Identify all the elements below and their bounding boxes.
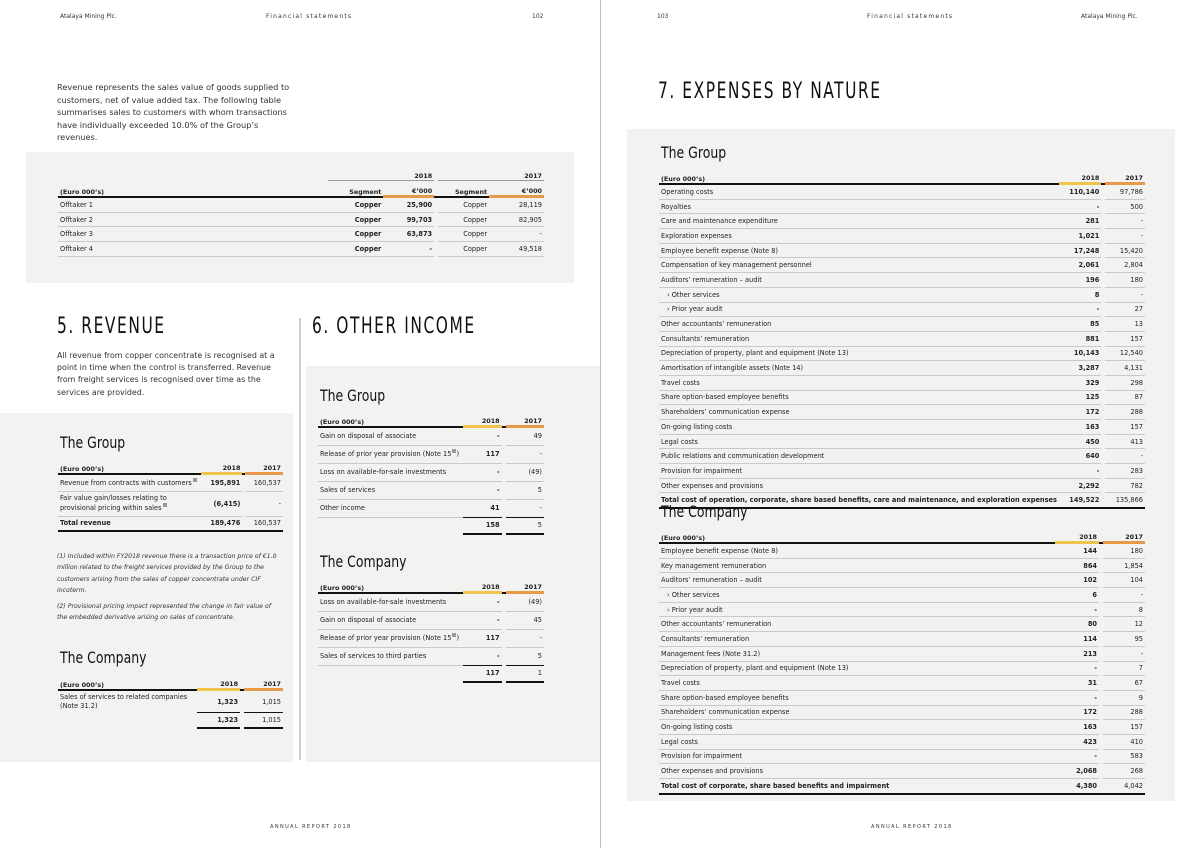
table-row	[659, 434, 1145, 449]
table-row	[659, 214, 1145, 229]
other-income-group-table	[318, 411, 544, 535]
table-row	[659, 375, 1145, 390]
revenue-note-2: (2) Provisional pricing impact represented the change in fair value of the embedded derivative arising on sales of concentrate.	[57, 603, 271, 622]
row-label: Public relations and communication development	[659, 449, 1059, 464]
table-row	[659, 420, 1145, 435]
row-value-2018: 110,140	[1059, 184, 1101, 200]
row-value-2017: 5	[506, 481, 544, 499]
table-row	[318, 481, 544, 499]
row-value-2017: 15,420	[1105, 243, 1145, 258]
revenue-note-1: (1) Included within FY2018 revenue there is a transaction price of €1.0 million related to the freight services provided by the Group to the customers arising from the sales of copper concentrate under CIF incoterm.	[57, 553, 277, 595]
row-value-2018: 3,287	[1059, 361, 1101, 376]
table-row: Release of prior year provision (Note 15 ) 117 -	[318, 629, 544, 647]
row-value-2018: 195,891	[201, 474, 242, 492]
year-2018-header: 2018	[197, 674, 240, 690]
row-label: Depreciation of property, plant and equipment (Note 13)	[659, 346, 1059, 361]
row-value-2017: -	[506, 445, 544, 463]
total-2017: 5	[506, 517, 544, 534]
row-value-2018: -	[1059, 464, 1101, 479]
row-value-2017: 1,015	[244, 690, 283, 713]
label-header: (Euro 000’s)	[58, 674, 197, 690]
total-2018: 117	[463, 665, 501, 682]
row-value-2017: 157	[1103, 720, 1145, 735]
table-row	[659, 588, 1145, 603]
footer: ANNUAL REPORT 2018	[871, 824, 953, 830]
table-row	[659, 361, 1145, 376]
row-value-2018: 117	[463, 629, 501, 647]
row-label: Fair value gain/losses relating to provisional pricing within sales	[60, 493, 167, 513]
table-row	[659, 749, 1145, 764]
row-value-2018: 640	[1059, 449, 1101, 464]
row-label: Provision for impairment	[659, 749, 1055, 764]
row-value-2018: 864	[1055, 558, 1099, 573]
row-value-2017: 500	[1105, 199, 1145, 214]
row-label: Other accountants’ remuneration	[659, 317, 1059, 332]
table-row	[659, 764, 1145, 779]
row-value-2017: -	[506, 629, 544, 647]
total-2018: 158	[463, 517, 501, 534]
row-label: On-going listing costs	[659, 720, 1055, 735]
row-segment-2017: Copper	[438, 227, 489, 242]
header-company: Atalaya Mining Plc.	[1081, 13, 1138, 20]
row-value-2018: -	[463, 593, 501, 612]
row-label: Auditors’ remuneration – audit	[659, 573, 1055, 588]
table-row	[659, 331, 1145, 346]
row-label: Share option-based employee benefits	[659, 690, 1055, 705]
row-value-2017: 2,804	[1105, 258, 1145, 273]
total-label: Total cost of operation, corporate, share based benefits, care and maintenance, and exploration expenses	[659, 493, 1059, 508]
row-value-2017: -	[506, 499, 544, 517]
row-label: On-going listing costs	[659, 420, 1059, 435]
row-value-2018: 172	[1059, 405, 1101, 420]
row-label: › Other services	[659, 588, 1055, 603]
row-value-2017: 160,537	[245, 474, 283, 492]
row-value-2018: 25,900	[383, 197, 434, 213]
row-value-2017: 180	[1105, 273, 1145, 288]
row-value-2017: 288	[1105, 405, 1145, 420]
offtaker-value-header-2018: €’000	[383, 181, 434, 197]
table-row	[659, 229, 1145, 244]
row-label: Other expenses and provisions	[659, 764, 1055, 779]
header-page-number: 102	[532, 13, 544, 20]
row-value-2018: 163	[1055, 720, 1099, 735]
footer: ANNUAL REPORT 2018	[270, 824, 352, 830]
row-label: Employee benefit expense (Note 8)	[659, 243, 1059, 258]
offtaker-year-2017: 2017	[438, 166, 544, 181]
row-value-2017: 583	[1103, 749, 1145, 764]
row-label: Travel costs	[659, 375, 1059, 390]
row-value-2018: (6,415)	[201, 491, 242, 516]
row-value-2018: 99,703	[383, 212, 434, 227]
footnote-marker-icon	[452, 449, 456, 453]
table-row	[659, 346, 1145, 361]
total-label: Total revenue	[58, 516, 201, 531]
row-value-2017: 157	[1105, 331, 1145, 346]
row-value-2018: 2,061	[1059, 258, 1101, 273]
total-2018: 4,380	[1055, 779, 1099, 794]
table-row: Release of prior year provision (Note 15 ) 117 -	[318, 445, 544, 463]
table-row	[659, 405, 1145, 420]
row-value-2018: 10,143	[1059, 346, 1101, 361]
expenses-group-title: The Group	[661, 143, 727, 162]
row-value-2018: 117	[463, 445, 501, 463]
table-total-row	[318, 665, 544, 682]
table-row	[659, 676, 1145, 691]
row-value-2018: 1,021	[1059, 229, 1101, 244]
offtaker-table	[58, 166, 544, 257]
table-total-row	[659, 779, 1145, 794]
table-row	[318, 499, 544, 517]
year-2017-header: 2017	[245, 458, 283, 474]
row-value-2017: 87	[1105, 390, 1145, 405]
row-value-2017: 4,131	[1105, 361, 1145, 376]
footnote-marker-icon	[193, 478, 197, 482]
row-label: Royalties	[659, 199, 1059, 214]
row-value-2017: 180	[1103, 543, 1145, 559]
table-row	[659, 184, 1145, 200]
row-value-2017: 95	[1103, 632, 1145, 647]
table-row	[58, 242, 544, 257]
row-label: Operating costs	[659, 184, 1059, 200]
row-value-2018: -	[383, 242, 434, 257]
row-label: Auditors’ remuneration – audit	[659, 273, 1059, 288]
row-value-2018: 114	[1055, 632, 1099, 647]
row-label: Other expenses and provisions	[659, 478, 1059, 493]
year-2017-header: 2017	[1105, 168, 1145, 184]
right-page	[601, 0, 1200, 848]
table-total-row	[318, 517, 544, 534]
column-divider	[299, 318, 301, 760]
row-label: Offtaker 1	[58, 197, 328, 213]
row-value-2017: 288	[1103, 705, 1145, 720]
row-value-2018: 281	[1059, 214, 1101, 229]
row-label: Other income	[318, 499, 463, 517]
total-2018: 149,522	[1059, 493, 1101, 508]
label-header: (Euro 000’s)	[318, 411, 463, 427]
row-value-2018: 125	[1059, 390, 1101, 405]
row-value-2017: 12	[1103, 617, 1145, 632]
table-row	[659, 646, 1145, 661]
row-value-2018: -	[1055, 690, 1099, 705]
row-value-2018: 172	[1055, 705, 1099, 720]
row-value-2017: 9	[1103, 690, 1145, 705]
table-row	[318, 647, 544, 665]
row-value-2017: -	[1105, 449, 1145, 464]
row-value-2017: -	[245, 491, 283, 516]
year-2017-header: 2017	[506, 577, 544, 593]
table-row	[58, 212, 544, 227]
total-2017: 160,537	[245, 516, 283, 531]
row-value-2017: 410	[1103, 734, 1145, 749]
row-value-2017: 97,786	[1105, 184, 1145, 200]
table-row	[318, 463, 544, 481]
year-2017-header: 2017	[1103, 527, 1145, 543]
row-label: Depreciation of property, plant and equipment (Note 13)	[659, 661, 1055, 676]
row-value-2018: -	[463, 481, 501, 499]
other-income-company-table	[318, 577, 544, 683]
table-row	[659, 287, 1145, 302]
table-row	[659, 705, 1145, 720]
row-value-2018: 144	[1055, 543, 1099, 559]
revenue-text: All revenue from copper concentrate is recognised at a point in time when the control is transferred. Revenue from freight services is recognised over time as the services are provided.	[57, 351, 275, 397]
table-row	[659, 558, 1145, 573]
row-value-2018: 2,292	[1059, 478, 1101, 493]
table-row	[659, 720, 1145, 735]
row-label: Loss on available-for-sale investments	[318, 593, 463, 612]
row-segment-2018: Copper	[328, 242, 383, 257]
row-value-2017: 268	[1103, 764, 1145, 779]
year-2018-header: 2018	[201, 458, 242, 474]
row-value-2018: 85	[1059, 317, 1101, 332]
label-header: (Euro 000’s)	[659, 527, 1055, 543]
row-label: Revenue from contracts with customers	[60, 479, 192, 488]
row-value-2017: 28,119	[489, 197, 544, 213]
table-row	[659, 478, 1145, 493]
revenue-company-title: The Company	[60, 648, 147, 667]
row-value-2017: 49,518	[489, 242, 544, 257]
row-label: Offtaker 4	[58, 242, 328, 257]
row-value-2017: 67	[1103, 676, 1145, 691]
table-row	[659, 661, 1145, 676]
expenses-group-table	[659, 168, 1145, 509]
row-value-2018: -	[1055, 602, 1099, 617]
footnote-marker-icon	[163, 503, 167, 507]
row-value-2018: 102	[1055, 573, 1099, 588]
table-row	[58, 227, 544, 242]
table-row	[659, 734, 1145, 749]
row-label: Care and maintenance expenditure	[659, 214, 1059, 229]
header-section: Financial statements	[266, 13, 353, 20]
offtaker-label-header: (Euro 000’s)	[58, 181, 328, 197]
row-label: Key management remuneration	[659, 558, 1055, 573]
table-row	[58, 474, 283, 492]
row-value-2017: 782	[1105, 478, 1145, 493]
row-value-2018: -	[463, 463, 501, 481]
row-value-2017: 8	[1103, 602, 1145, 617]
table-row	[659, 449, 1145, 464]
year-2018-header: 2018	[463, 577, 501, 593]
total-2017: 1	[506, 665, 544, 682]
offtaker-segment-header-2018: Segment	[328, 181, 383, 197]
revenue-group-title: The Group	[60, 433, 126, 452]
row-segment-2017: Copper	[438, 242, 489, 257]
row-label: Other accountants’ remuneration	[659, 617, 1055, 632]
row-label: Shareholders’ communication expense	[659, 705, 1055, 720]
row-label: Sales of services to third parties	[318, 647, 463, 665]
offtaker-value-header-2017: €’000	[489, 181, 544, 197]
table-row	[659, 573, 1145, 588]
year-2018-header: 2018	[1059, 168, 1101, 184]
year-2017-header: 2017	[244, 674, 283, 690]
expenses-company-table	[659, 527, 1145, 795]
row-value-2018: 2,068	[1055, 764, 1099, 779]
row-value-2018: -	[463, 647, 501, 665]
row-value-2017: -	[1103, 646, 1145, 661]
table-row	[318, 611, 544, 629]
row-label: Management fees (Note 31.2)	[659, 646, 1055, 661]
row-value-2018: 17,248	[1059, 243, 1101, 258]
row-segment-2018: Copper	[328, 227, 383, 242]
row-label: Offtaker 3	[58, 227, 328, 242]
table-row	[659, 302, 1145, 317]
other-income-group-title: The Group	[320, 386, 386, 405]
table-row	[659, 632, 1145, 647]
total-2018: 1,323	[197, 713, 240, 728]
row-value-2017: 104	[1103, 573, 1145, 588]
row-segment-2018: Copper	[328, 212, 383, 227]
table-row	[58, 690, 283, 713]
other-income-company-title: The Company	[320, 552, 407, 571]
row-segment-2018: Copper	[328, 197, 383, 213]
table-row	[659, 258, 1145, 273]
row-label: Sales of services	[318, 481, 463, 499]
row-value-2017: 1,854	[1103, 558, 1145, 573]
row-label: Loss on available-for-sale investments	[318, 463, 463, 481]
row-label: Employee benefit expense (Note 8)	[659, 543, 1055, 559]
row-value-2018: 63,873	[383, 227, 434, 242]
table-row	[659, 617, 1145, 632]
row-label: Compensation of key management personnel	[659, 258, 1059, 273]
row-value-2017: -	[1103, 588, 1145, 603]
row-value-2018: -	[1055, 661, 1099, 676]
row-label: Share option-based employee benefits	[659, 390, 1059, 405]
row-label: Legal costs	[659, 734, 1055, 749]
table-row	[659, 602, 1145, 617]
offtaker-year-2018: 2018	[328, 166, 434, 181]
row-value-2018: 6	[1055, 588, 1099, 603]
row-value-2017: 5	[506, 647, 544, 665]
label-header: (Euro 000’s)	[659, 168, 1059, 184]
row-segment-2017: Copper	[438, 197, 489, 213]
row-label: Exploration expenses	[659, 229, 1059, 244]
table-row	[659, 317, 1145, 332]
header-page-number: 103	[657, 13, 669, 20]
row-value-2017: 413	[1105, 434, 1145, 449]
row-value-2017: 82,905	[489, 212, 544, 227]
table-row	[58, 197, 544, 213]
row-value-2017: 45	[506, 611, 544, 629]
row-value-2018: 423	[1055, 734, 1099, 749]
row-label: › Prior year audit	[659, 602, 1055, 617]
row-label: › Other services	[659, 287, 1059, 302]
row-value-2017: 7	[1103, 661, 1145, 676]
total-2017: 1,015	[244, 713, 283, 728]
year-2017-header: 2017	[506, 411, 544, 427]
intro-paragraph: Revenue represents the sales value of goods supplied to customers, net of value added tax. The following table summarises sales to customers with whom transactions have individually exceeded 10.0% of the Group’s revenues.	[57, 82, 290, 143]
label-header: (Euro 000’s)	[58, 458, 201, 474]
revenue-group-table	[58, 458, 283, 532]
table-row	[659, 543, 1145, 559]
table-row	[58, 491, 283, 516]
revenue-title: 5. REVENUE	[57, 314, 166, 339]
row-value-2017: (49)	[506, 463, 544, 481]
row-value-2017: -	[1105, 214, 1145, 229]
row-value-2018: 31	[1055, 676, 1099, 691]
row-segment-2017: Copper	[438, 212, 489, 227]
row-label: Release of prior year provision (Note 15	[320, 450, 452, 459]
row-label: Consultants’ remuneration	[659, 331, 1059, 346]
row-value-2017: 13	[1105, 317, 1145, 332]
row-label: Legal costs	[659, 434, 1059, 449]
row-label: Gain on disposal of associate	[318, 427, 463, 446]
revenue-company-table	[58, 674, 283, 729]
row-value-2017: 49	[506, 427, 544, 446]
label-header: (Euro 000’s)	[318, 577, 463, 593]
row-label: Release of prior year provision (Note 15	[320, 634, 452, 643]
row-value-2018: 213	[1055, 646, 1099, 661]
row-label: Shareholders’ communication expense	[659, 405, 1059, 420]
row-value-2018: -	[1059, 199, 1101, 214]
total-label: Total cost of corporate, share based benefits and impairment	[659, 779, 1055, 794]
year-2018-header: 2018	[463, 411, 501, 427]
row-value-2018: 41	[463, 499, 501, 517]
row-label: Amortisation of intangible assets (Note 14)	[659, 361, 1059, 376]
row-value-2018: 450	[1059, 434, 1101, 449]
row-label: Gain on disposal of associate	[318, 611, 463, 629]
row-value-2018: 8	[1059, 287, 1101, 302]
total-2017: 135,866	[1105, 493, 1145, 508]
row-value-2017: -	[1105, 287, 1145, 302]
row-value-2018: 196	[1059, 273, 1101, 288]
row-value-2017: (49)	[506, 593, 544, 612]
row-value-2018: -	[463, 611, 501, 629]
row-value-2018: 80	[1055, 617, 1099, 632]
row-value-2018: 329	[1059, 375, 1101, 390]
expenses-title: 7. EXPENSES BY NATURE	[658, 79, 882, 104]
row-value-2017: 157	[1105, 420, 1145, 435]
total-2017: 4,042	[1103, 779, 1145, 794]
offtaker-segment-header-2017: Segment	[438, 181, 489, 197]
total-2018: 189,476	[201, 516, 242, 531]
row-value-2018: -	[1059, 302, 1101, 317]
row-value-2018: -	[1055, 749, 1099, 764]
header-company: Atalaya Mining Plc.	[60, 13, 117, 20]
row-value-2018: 1,323	[197, 690, 240, 713]
row-value-2017: 283	[1105, 464, 1145, 479]
row-value-2017: -	[1105, 229, 1145, 244]
row-label: Provision for impairment	[659, 464, 1059, 479]
table-row	[659, 199, 1145, 214]
expenses-company-title: The Company	[661, 502, 748, 521]
row-value-2018: 881	[1059, 331, 1101, 346]
row-label: Consultants’ remuneration	[659, 632, 1055, 647]
row-label: Travel costs	[659, 676, 1055, 691]
table-row	[659, 273, 1145, 288]
table-row	[659, 243, 1145, 258]
row-label: › Prior year audit	[659, 302, 1059, 317]
table-row	[659, 390, 1145, 405]
row-value-2017: -	[489, 227, 544, 242]
table-row	[659, 690, 1145, 705]
row-value-2018: 163	[1059, 420, 1101, 435]
table-row	[318, 427, 544, 446]
row-value-2017: 298	[1105, 375, 1145, 390]
row-value-2017: 12,540	[1105, 346, 1145, 361]
table-row	[659, 464, 1145, 479]
table-total-row	[58, 516, 283, 531]
footnote-marker-icon	[452, 633, 456, 637]
other-income-title: 6. OTHER INCOME	[312, 314, 476, 339]
row-label: Offtaker 2	[58, 212, 328, 227]
row-label: Sales of services to related companies (Note 31.2)	[60, 692, 188, 710]
table-total-row	[58, 713, 283, 728]
row-value-2018: -	[463, 427, 501, 446]
table-row	[318, 593, 544, 612]
header-section: Financial statements	[867, 13, 954, 20]
year-2018-header: 2018	[1055, 527, 1099, 543]
row-value-2017: 27	[1105, 302, 1145, 317]
